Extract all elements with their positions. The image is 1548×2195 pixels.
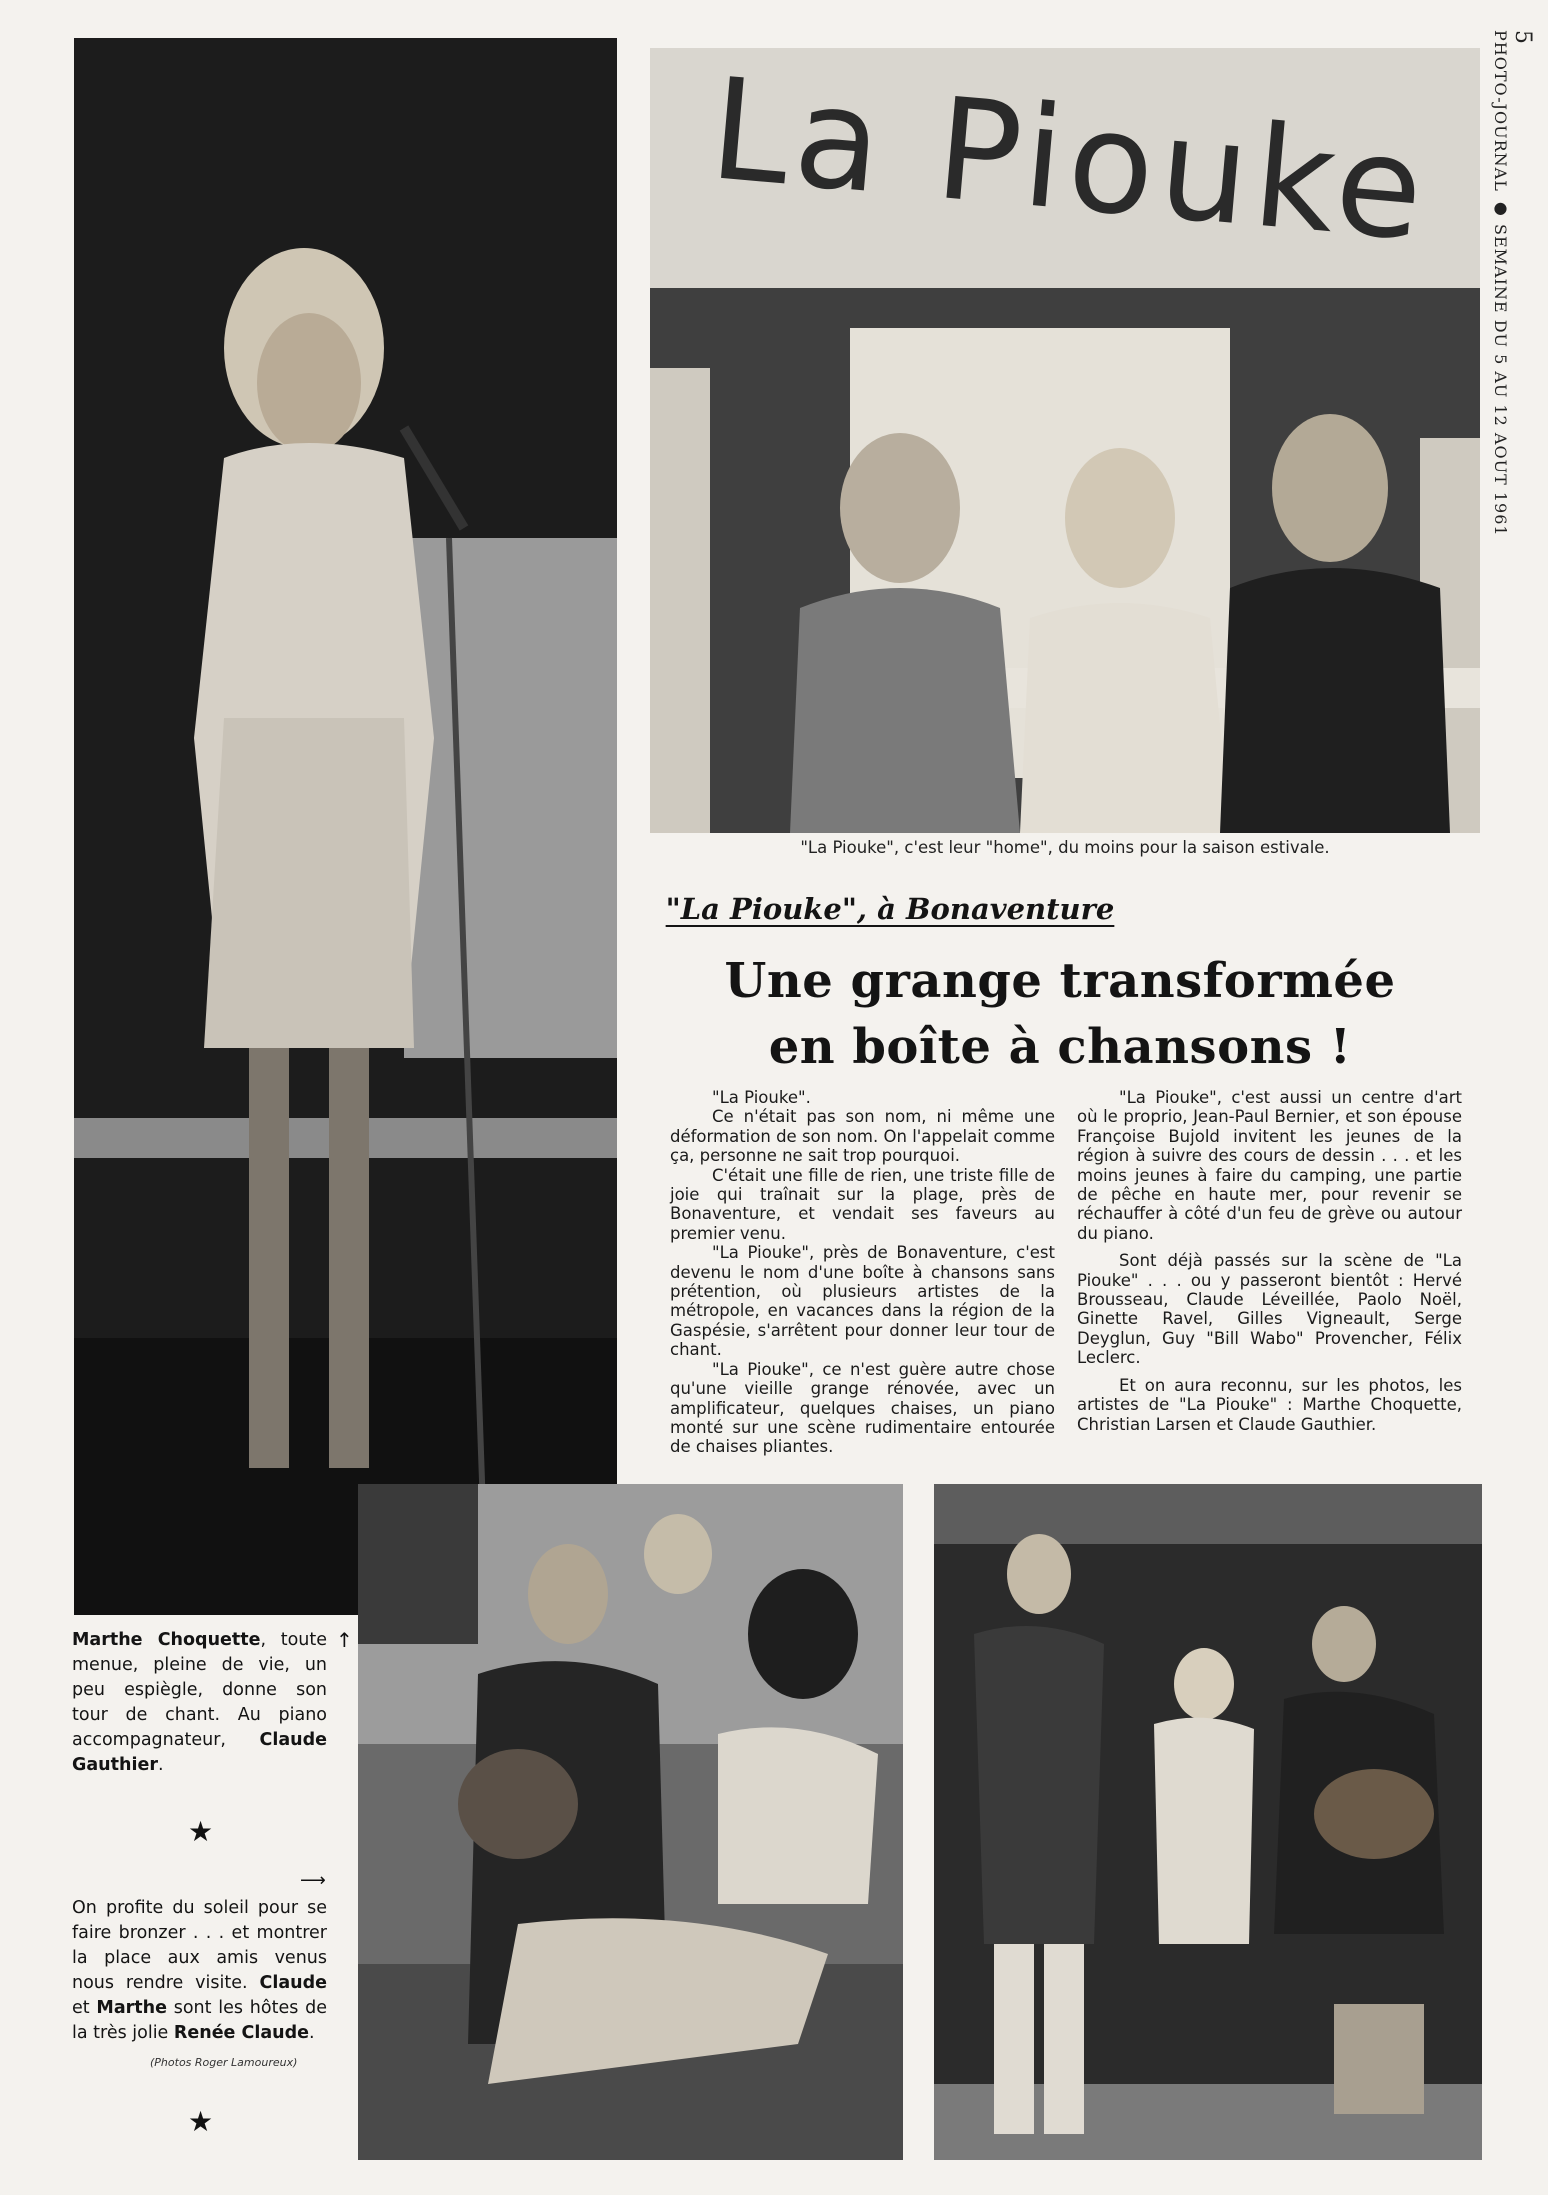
photo-singer-microphone bbox=[74, 38, 617, 1615]
photo-caption-singer: Marthe Choquette, toute menue, pleine de vie, un peu espiègle, donne son tour de chant. Au piano accompagnateur, Claude Gauthier. bbox=[72, 1630, 327, 1775]
paragraph: Et on aura reconnu, sur les photos, les artistes de "La Piouke" : Marthe Choquette, Christian Larsen et Claude Gauthier. bbox=[1077, 1375, 1462, 1434]
running-header bbox=[1491, 30, 1535, 630]
page-number: 5 bbox=[1510, 30, 1535, 45]
headline-line-2: en boîte à chansons ! bbox=[768, 1019, 1352, 1075]
photo-stage-performers bbox=[934, 1484, 1482, 2160]
paragraph: C'était une fille de rien, une triste fille de joie qui traînait sur la plage, près de Bonaventure, et vendait ses faveurs au premier venu. bbox=[670, 1165, 1055, 1243]
paragraph: "La Piouke". bbox=[712, 1088, 811, 1107]
paragraph: Ce n'était pas son nom, ni même une déformation de son nom. On l'appelait comme ça, personne ne sait trop pourquoi. bbox=[670, 1107, 1055, 1166]
star-separator-icon: ★ bbox=[188, 2105, 214, 2138]
photo-trio-banner bbox=[650, 48, 1480, 833]
arrow-up-icon: ↑ bbox=[336, 1628, 353, 1652]
photo-credit: (Photos Roger Lamoureux) bbox=[150, 2056, 298, 2069]
publication-dateline: PHOTO-JOURNAL ● SEMAINE DU 5 AU 12 AOUT 1961 bbox=[1491, 30, 1510, 537]
article-kicker: "La Piouke", à Bonaventure bbox=[665, 892, 1115, 926]
photo-caption-banner: "La Piouke", c'est leur "home", du moins pour la saison estivale. bbox=[800, 838, 1330, 857]
article-column-left bbox=[670, 1088, 1055, 1457]
photo-beach-guitar bbox=[358, 1484, 903, 2160]
photo-caption-beach: On profite du soleil pour se faire bronzer . . . et montrer la place aux amis venus nous rendre visite. Claude et Marthe sont les hôtes de la très jolie Renée Claude. bbox=[72, 1898, 327, 2043]
article-headline bbox=[640, 948, 1480, 1080]
headline-line-1: Une grange transformée bbox=[724, 953, 1396, 1009]
caption-name: Marthe Choquette bbox=[72, 1630, 261, 1650]
article-column-right bbox=[1077, 1088, 1462, 1434]
caption-name: Claude Gauthier bbox=[72, 1730, 327, 1775]
paragraph: "La Piouke", près de Bonaventure, c'est devenu le nom d'une boîte à chansons sans prétention, où plusieurs artistes de la métropole, en vacances dans la région de la Gaspésie, s'arrêtent pour donner leur tour de chant. bbox=[670, 1243, 1055, 1360]
paragraph: Sont déjà passés sur la scène de "La Piouke" . . . ou y passeront bientôt : Hervé Brousseau, Claude Léveillée, Paolo Noël, Ginette Ravel, Gilles Vigneault, Serge Deyglun, Guy "Bill Wabo" Provencher, Félix Leclerc. bbox=[1077, 1251, 1462, 1368]
paragraph: "La Piouke", c'est aussi un centre d'art où le proprio, Jean-Paul Bernier, et son épouse Françoise Bujold invitent les jeunes de la région à suivre des cours de dessin . . . et les moins jeunes à faire du camping, une partie de pêche en haute mer, pour revenir se réchauffer à côté d'un feu de grève ou autour du piano. bbox=[1077, 1088, 1462, 1243]
paragraph: "La Piouke", ce n'est guère autre chose qu'une vieille grange rénovée, avec un amplificateur, quelques chaises, un piano monté sur une scène rudimentaire entourée de chaises pliantes. bbox=[670, 1359, 1055, 1457]
star-separator-icon: ★ bbox=[188, 1815, 214, 1848]
banner-sign-text: La Piouke bbox=[704, 48, 1435, 274]
arrow-right-icon: ⟶ bbox=[300, 1870, 326, 1891]
